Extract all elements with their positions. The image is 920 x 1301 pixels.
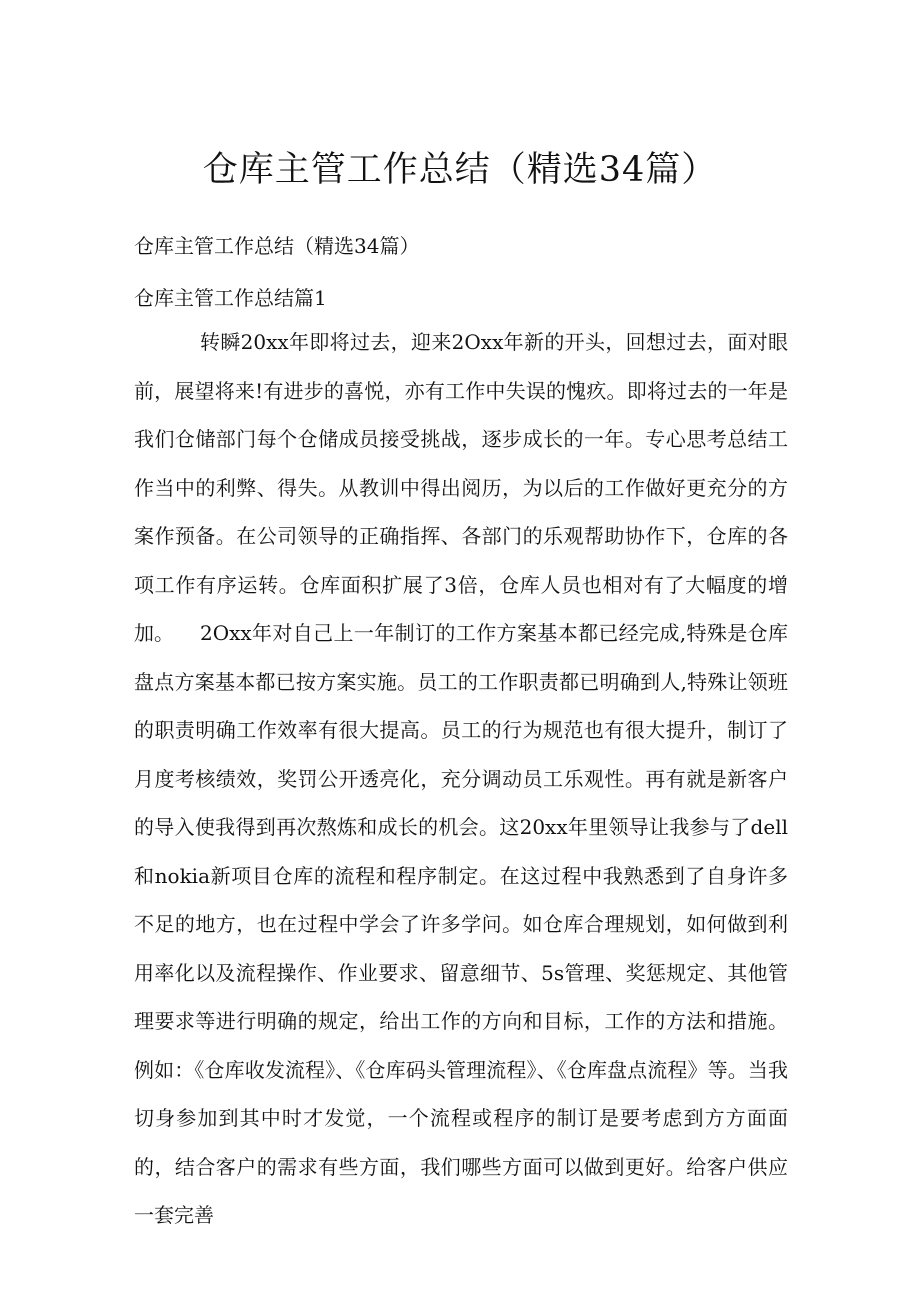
paragraph-2: 2Oxx年对自己上一年制订的工作方案基本都已经完成,特殊是仓库盘点方案基本都已按方案实施。员工的工作职责都已明确到人,特殊让领班的职责明确工作效率有很大提高。员工的行为规范也有很大提升，制订了月度考核绩效，奖罚公开透亮化，充分调动员工乐观性。再有就是新客户的导入使我得到再次熬炼和成长的机会。这20xx年里领导让我参与了dell和nokia新项目仓库的流程和程序制定。在这过程中我熟悉到了自身许多不足的地方，也在过程中学会了许多学问。如仓库合理规划，如何做到利用率化以及流程操作、作业要求、留意细节、5s管理、奖惩规定、其他管理要求等进行明确的规定，给出工作的方向和目标，工作的方法和措施。例如：《仓库收发流程》、《仓库码头管理流程》、《仓库盘点流程》等。当我切身参加到其中时才发觉，一个流程或程序的制订是要考虑到方方面面的，结合客户的需求有些方面，我们哪些方面可以做到更好。给客户供应一套完善 [134, 621, 788, 1227]
document-title: 仓库主管工作总结（精选34篇） [202, 150, 718, 190]
paragraph-1: 转瞬20xx年即将过去，迎来2Oxx年新的开头，回想过去，面对眼前，展望将来!有进步的喜悦，亦有工作中失误的愧疚。即将过去的一年是我们仓储部门每个仓储成员接受挑战，逐步成长的一年。专心思考总结工作当中的利弊、得失。从教训中得出阅历，为以后的工作做好更充分的方案作预备。在公司领导的正确指挥、各部门的乐观帮助协作下，仓库的各项工作有序运转。仓库面积扩展了3倍，仓库人员也相对有了大幅度的增加。 [134, 330, 788, 645]
document-subtitle: 仓库主管工作总结（精选34篇） [134, 234, 420, 258]
section-heading: 仓库主管工作总结篇1 [134, 286, 327, 310]
